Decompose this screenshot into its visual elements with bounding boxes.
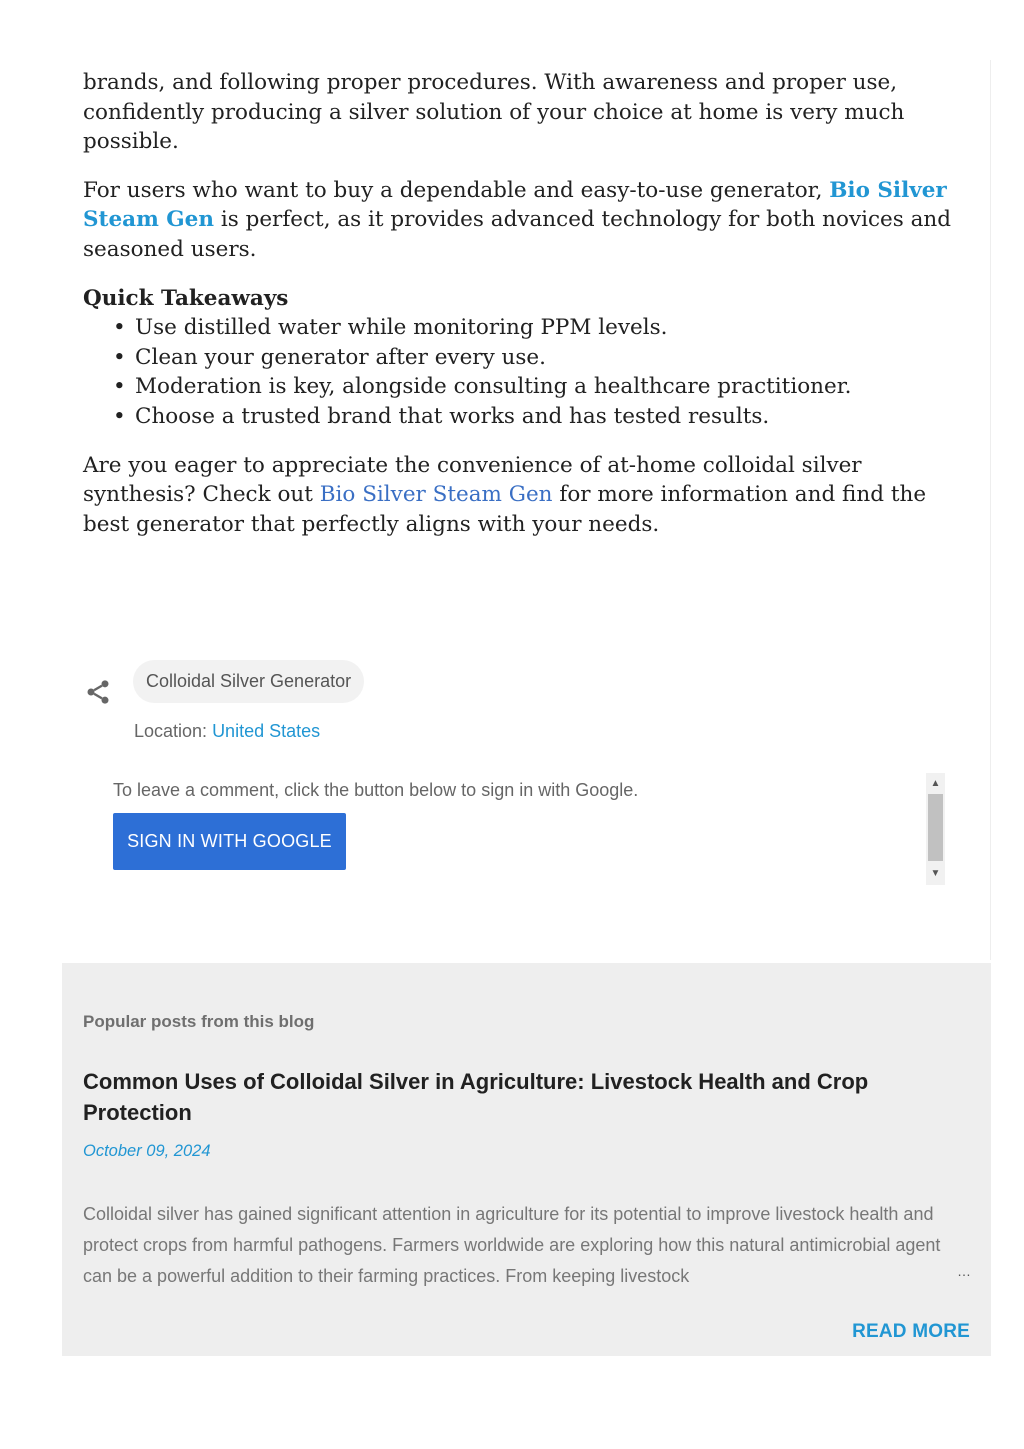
paragraph-conclusion: brands, and following proper procedures. With awareness and proper use, confidently producing a silver solution of your choice at home is very much possible. xyxy=(83,60,963,157)
list-item: • Clean your generator after every use. xyxy=(83,343,963,373)
location-label: Location: xyxy=(134,721,213,741)
post-location xyxy=(134,721,320,742)
comment-scrollbar[interactable] xyxy=(926,773,945,885)
popular-posts-heading: Popular posts from this blog xyxy=(83,1012,315,1031)
popular-post-date[interactable]: October 09, 2024 xyxy=(83,1142,211,1160)
content-right-border xyxy=(990,60,991,960)
paragraph-recommendation: For users who want to buy a dependable and easy-to-use generator, Bio Silver Steam Gen is perfect, as it provides advanced technology for both novices and seasoned users. xyxy=(83,177,952,262)
popular-posts-section xyxy=(62,963,991,1356)
label-chip[interactable]: Colloidal Silver Generator xyxy=(133,660,364,703)
list-item: • Use distilled water while monitoring PPM levels. xyxy=(83,313,963,343)
location-link[interactable]: United States xyxy=(212,721,321,741)
takeaways-list xyxy=(83,313,963,431)
list-item: • Moderation is key, alongside consulting a healthcare practitioner. xyxy=(83,372,963,402)
scroll-down-arrow-icon[interactable]: ▼ xyxy=(930,868,941,879)
popular-post-snippet: Colloidal silver has gained significant attention in agriculture for its potential to improve livestock health and protect crops from harmful pathogens. Farmers worldwide are exploring how this natural antimicrobial agent can be a powerful addition to their farming practices. From keeping livestock xyxy=(83,1204,941,1286)
share-icon[interactable] xyxy=(84,678,112,706)
scrollbar-thumb[interactable] xyxy=(928,794,943,861)
takeaways-heading: Quick Takeaways xyxy=(83,285,289,311)
comment-frame xyxy=(113,773,945,885)
ellipsis-icon: … xyxy=(957,1263,971,1279)
clipped-line xyxy=(83,60,963,68)
bio-silver-steam-gen-link[interactable]: Bio Silver Steam Gen xyxy=(83,177,947,233)
read-more-link[interactable]: READ MORE xyxy=(852,1321,970,1342)
post-body xyxy=(83,60,963,558)
bio-silver-steam-gen-link-2[interactable]: Bio Silver Steam Gen xyxy=(319,482,553,508)
list-item: • Choose a trusted brand that works and has tested results. xyxy=(83,402,963,432)
scroll-up-arrow-icon[interactable]: ▲ xyxy=(930,778,941,789)
comment-prompt: To leave a comment, click the button below to sign in with Google. xyxy=(113,780,639,800)
snippet-fade xyxy=(862,1261,952,1292)
paragraph-call-to-action: Are you eager to appreciate the convenience of at-home colloidal silver synthesis? Check out Bio Silver Steam Gen for more information and find the best generator that perfectly aligns with your needs. xyxy=(83,452,927,537)
popular-post-title[interactable]: Common Uses of Colloidal Silver in Agriculture: Livestock Health and Crop Protection xyxy=(83,1069,869,1125)
sign-in-with-google-button[interactable]: SIGN IN WITH GOOGLE xyxy=(113,813,346,870)
